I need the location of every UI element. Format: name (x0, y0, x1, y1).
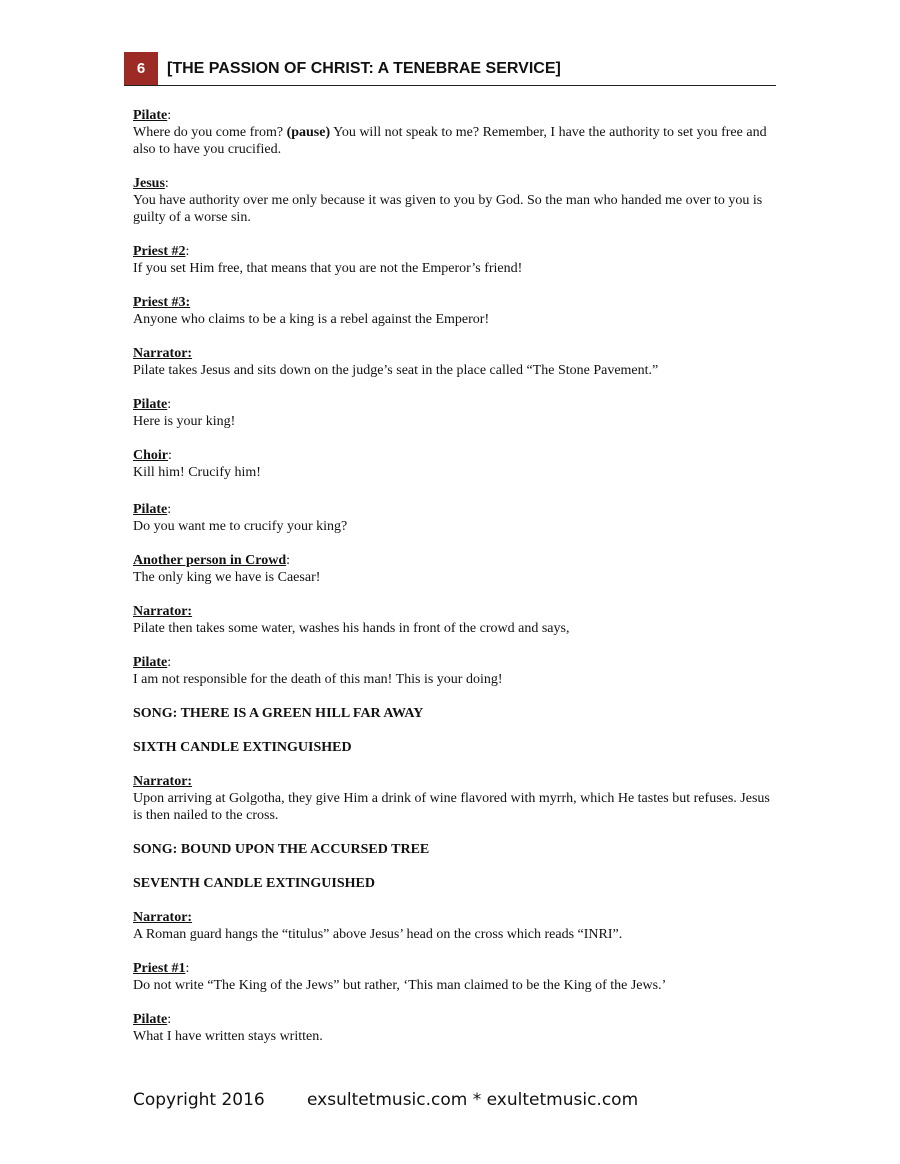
dialogue-block: Pilate: Here is your king! (133, 396, 773, 430)
page-number: 6 (124, 52, 158, 85)
dialogue-block: Another person in Crowd: The only king we have is Caesar! (133, 552, 773, 586)
dialogue-line: You have authority over me only because it was given to you by God. So the man who handed me over to you is guilty of a worse sin. (133, 193, 763, 225)
stage-direction: (pause) (286, 125, 331, 140)
dialogue-line: If you set Him free, that means that you are not the Emperor’s friend! (133, 261, 523, 276)
song-heading: SONG: THERE IS A GREEN HILL FAR AWAY (133, 706, 424, 721)
dialogue-block: Priest #1: Do not write “The King of the Jews” but rather, ‘This man claimed to be the King of the Jews.’ (133, 960, 773, 994)
dialogue-block: Pilate: I am not responsible for the death of this man! This is your doing! (133, 654, 773, 688)
dialogue-block (133, 773, 773, 824)
dialogue-block (133, 603, 773, 637)
dialogue-block: Pilate: Where do you come from? (pause) You will not speak to me? Remember, I have the authority to set you free and also to have you crucified. (133, 107, 773, 158)
speaker-name: Jesus (133, 176, 165, 191)
speaker-name: Narrator: (133, 910, 193, 925)
website-links: exsultetmusic.com * exultetmusic.com (307, 1090, 639, 1110)
speaker-name: Pilate (133, 502, 168, 517)
speaker-name: Pilate (133, 397, 168, 412)
dialogue-line: Pilate takes Jesus and sits down on the judge’s seat in the place called “The Stone Pavement.” (133, 363, 659, 378)
script-body (133, 107, 773, 1062)
dialogue-line: The only king we have is Caesar! (133, 570, 321, 585)
speaker-name: Choir (133, 448, 168, 463)
speaker-name: Pilate (133, 1012, 168, 1027)
speaker-name: Priest #3: (133, 295, 191, 310)
candle-heading: SIXTH CANDLE EXTINGUISHED (133, 740, 352, 755)
speaker-name: Another person in Crowd (133, 553, 287, 568)
dialogue-line: What I have written stays written. (133, 1029, 323, 1044)
dialogue-line: Do not write “The King of the Jews” but rather, ‘This man claimed to be the King of the Jews.’ (133, 978, 667, 993)
dialogue-line: I am not responsible for the death of this man! This is your doing! (133, 672, 503, 687)
dialogue-block (133, 294, 773, 328)
dialogue-block (133, 909, 773, 943)
dialogue-line: Upon arriving at Golgotha, they give Him a drink of wine flavored with myrrh, which He tastes but refuses. Jesus is then nailed to the cross. (133, 791, 770, 823)
document-title: [THE PASSION OF CHRIST: A TENEBRAE SERVICE] (167, 60, 561, 77)
speaker-name: Priest #2 (133, 244, 186, 259)
dialogue-block: Priest #2: If you set Him free, that means that you are not the Emperor’s friend! (133, 243, 773, 277)
speaker-name: Narrator: (133, 604, 193, 619)
dialogue-line: A Roman guard hangs the “titulus” above Jesus’ head on the cross which reads “INRI”. (133, 927, 623, 942)
dialogue-block: Pilate: Do you want me to crucify your king? (133, 501, 773, 535)
song-heading: SONG: BOUND UPON THE ACCURSED TREE (133, 842, 430, 857)
dialogue-line: Pilate then takes some water, washes his hands in front of the crowd and says, (133, 621, 570, 636)
dialogue-block (133, 345, 773, 379)
dialogue-block: Pilate: What I have written stays written. (133, 1011, 773, 1045)
page-header (124, 52, 776, 86)
copyright-text: Copyright 2016 (133, 1090, 265, 1110)
dialogue-line: Anyone who claims to be a king is a rebel against the Emperor! (133, 312, 490, 327)
speaker-name: Pilate (133, 108, 168, 123)
speaker-name: Narrator: (133, 346, 193, 361)
speaker-name: Pilate (133, 655, 168, 670)
speaker-name: Priest #1 (133, 961, 186, 976)
dialogue-line: Where do you come from? (pause) You will not speak to me? Remember, I have the authority to set you free and also to have you crucified. (133, 125, 767, 157)
dialogue-line: Do you want me to crucify your king? (133, 519, 348, 534)
candle-heading: SEVENTH CANDLE EXTINGUISHED (133, 876, 375, 891)
dialogue-block: Jesus: You have authority over me only because it was given to you by God. So the man who handed me over to you is guilty of a worse sin. (133, 175, 773, 226)
dialogue-line: Kill him! Crucify him! (133, 465, 261, 480)
dialogue-block: Choir: Kill him! Crucify him! (133, 447, 773, 481)
dialogue-line: Here is your king! (133, 414, 236, 429)
page-footer (133, 1090, 638, 1110)
speaker-name: Narrator: (133, 774, 193, 789)
